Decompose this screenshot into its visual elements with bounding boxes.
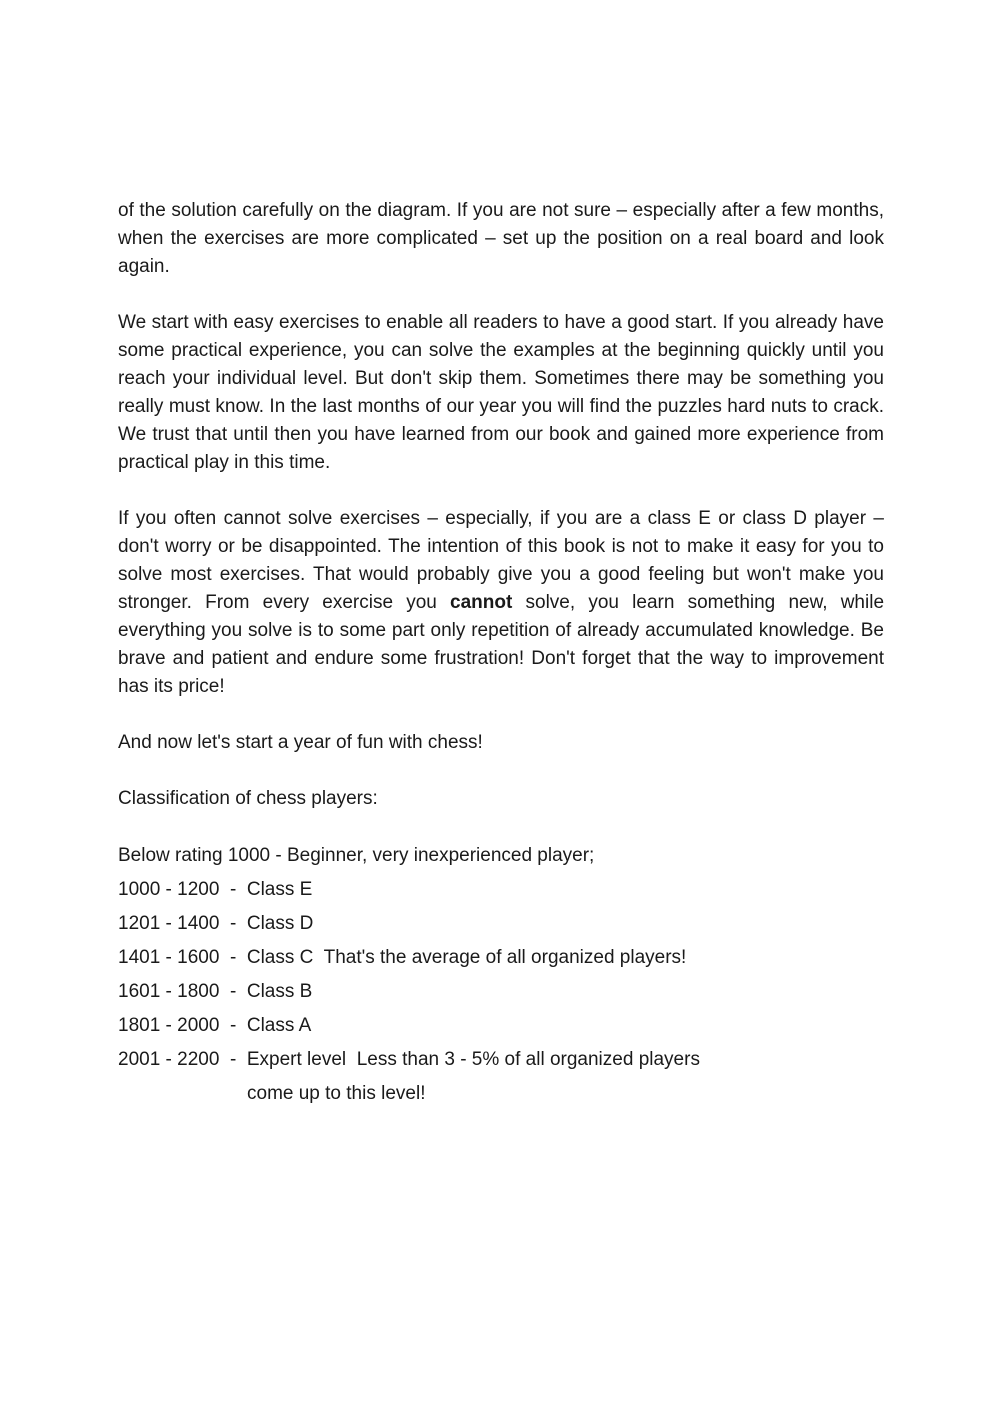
classification-list	[118, 839, 884, 1077]
emphasis-cannot: cannot	[450, 592, 513, 613]
classification-item: 1601 - 1800 - Class B	[118, 981, 313, 1002]
classification-heading: Classification of chess players:	[118, 788, 378, 809]
paragraph-dont-worry-part2: solve, you learn something new, while everything you solve is to some part only repetition of already accumulated knowledge. Be brave and patient and endure some frustration! Don't forget that the way to improvement has its price!	[118, 592, 885, 697]
classification-item: 1000 - 1200 - Class E	[118, 879, 313, 900]
paragraph-dont-worry	[118, 505, 884, 701]
paragraph-easy-exercises: We start with easy exercises to enable all readers to have a good start. If you already have some practical experience, you can solve the examples at the beginning quickly until you reach your individual level. But don't skip them. Sometimes there may be something you really must know. In the last months of our year you will find the puzzles hard nuts to crack. We trust that until then you have learned from our book and gained more experience from practical play in this time.	[118, 312, 884, 473]
classification-item: 2001 - 2200 - Expert level Less than 3 - 5% of all organized players	[118, 1049, 700, 1070]
paragraph-dont-worry-part1: If you often cannot solve exercises – especially, if you are a class E or class D player – don't worry or be disappointed. The intention of this book is not to make it easy for you to solve most exercises. That would probably give you a good feeling but won't make you stronger. From every exercise you	[118, 508, 884, 613]
classification-item: Below rating 1000 - Beginner, very inexperienced player;	[118, 845, 595, 866]
paragraph-solution-check: of the solution carefully on the diagram. If you are not sure – especially after a few months, when the exercises are more complicated – set up the position on a real board and look again.	[118, 200, 884, 277]
classification-item: 1201 - 1400 - Class D	[118, 913, 314, 934]
paragraph-start-year: And now let's start a year of fun with chess!	[118, 732, 483, 753]
classification-item: 1801 - 2000 - Class A	[118, 1015, 312, 1036]
classification-continuation: come up to this level!	[247, 1083, 426, 1104]
classification-item: 1401 - 1600 - Class C That's the average of all organized players!	[118, 947, 687, 968]
document-page	[118, 197, 884, 1111]
